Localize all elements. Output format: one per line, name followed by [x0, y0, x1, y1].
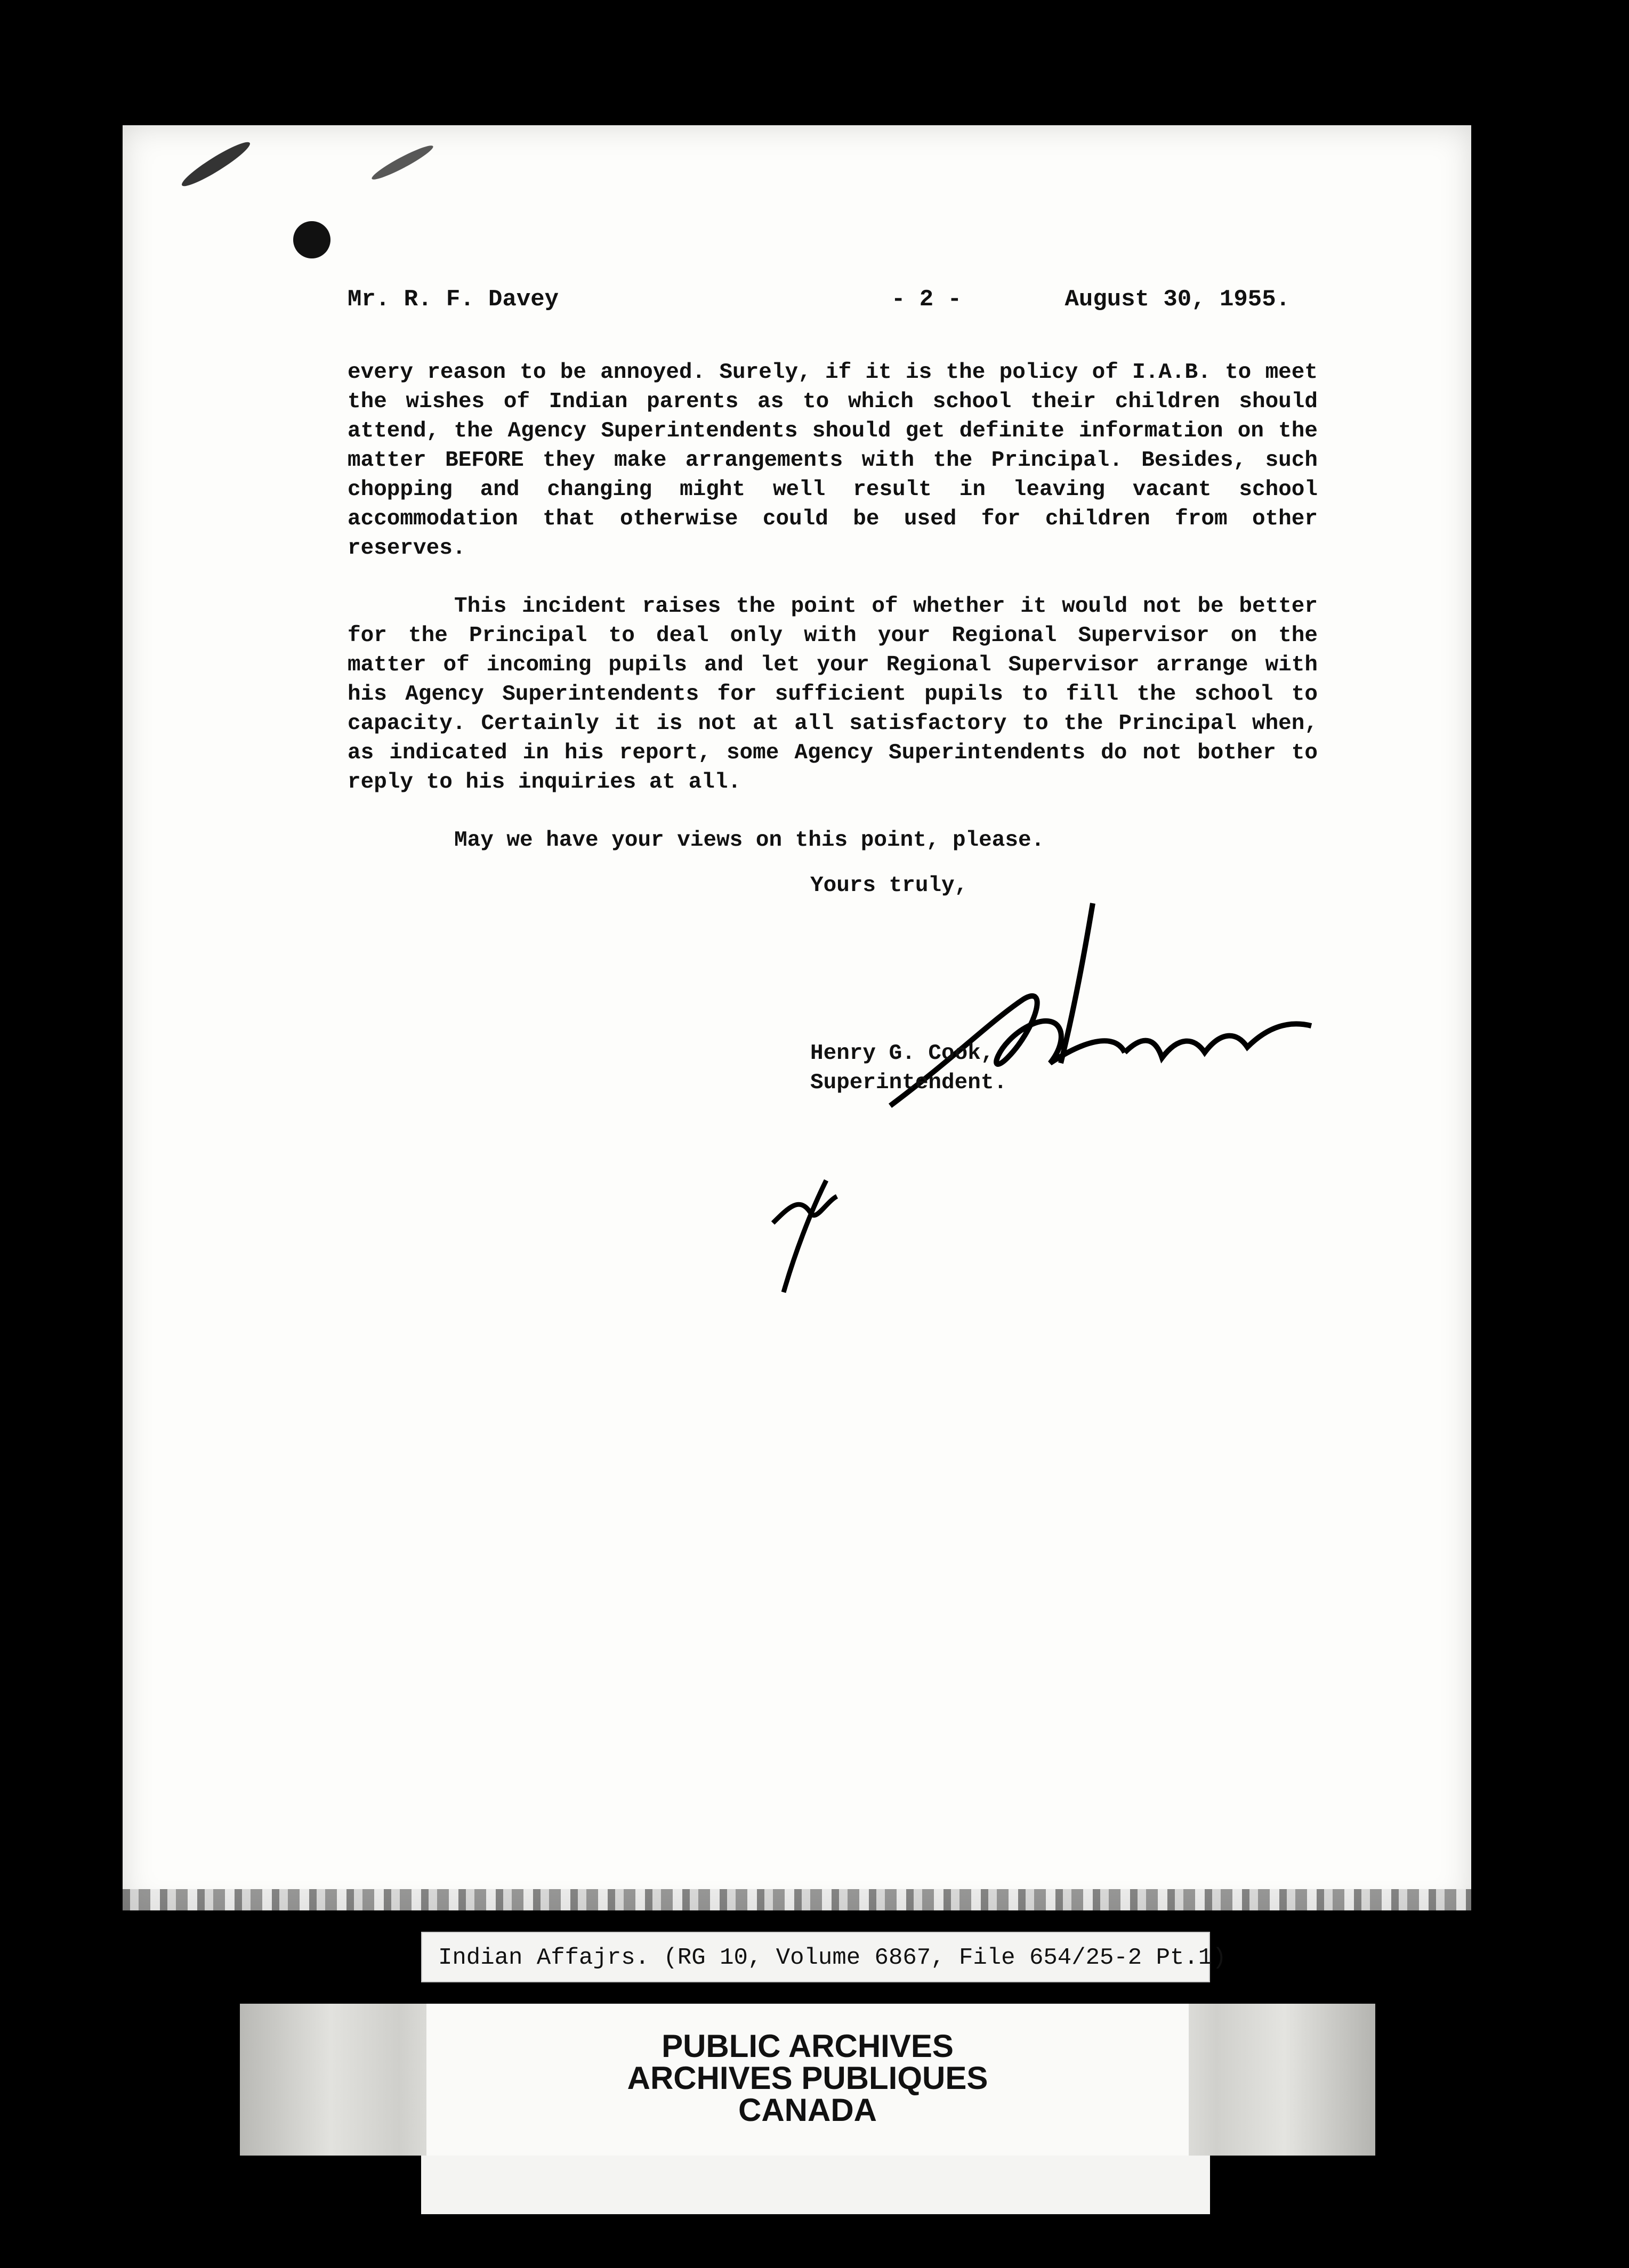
- archive-stamp-line: CANADA: [738, 2092, 877, 2128]
- archive-reference-label: [421, 1932, 1227, 1982]
- archive-stamp-band: [240, 2004, 1375, 2156]
- archive-stamp-line: PUBLIC ARCHIVES: [662, 2028, 954, 2064]
- archive-stamp-line: ARCHIVES PUBLIQUES: [627, 2060, 988, 2096]
- body-paragraph: This incident raises the point of whether it would not be better for the Principal to deal only with your Regional Supervisor on the matter of incoming pupils and let your Regional Supervisor arrange with his Agency Superintendents for sufficient pupils to fill the school to capacity. Certainly it is not at all satisfactory to the Principal when, as indicated in his report, some Agency Superintendents do not bother to reply to his inquiries at all.: [348, 594, 1318, 795]
- ink-streak: [369, 142, 436, 184]
- letter-page: [123, 125, 1471, 1910]
- signature-block: [810, 1039, 1007, 1098]
- page-number: - 2 -: [891, 286, 962, 313]
- ink-streak: [179, 137, 254, 191]
- letter-date: August 30, 1955.: [1065, 286, 1290, 313]
- body-paragraph: every reason to be annoyed. Surely, if it is the policy of I.A.B. to meet the wishes of Indian parents as to which school their children should attend, the Agency Superintendents should get definite information on the matter BEFORE they make arrangements with the Principal. Besides, such chopping and changing might well result in leaving vacant school accommodation that otherwise could be used for children from other reserves.: [348, 360, 1318, 561]
- letter-body: [348, 358, 1318, 884]
- ink-smudge: [293, 221, 330, 258]
- recipient-name: Mr. R. F. Davey: [348, 286, 559, 313]
- handwritten-signature: [752, 882, 1338, 1319]
- signer-title: Superintendent.: [810, 1071, 1007, 1095]
- signer-name: Henry G. Cook,: [810, 1041, 994, 1066]
- closing-salutation: Yours truly,: [810, 873, 968, 898]
- archive-stamp: [426, 2004, 1189, 2156]
- bottom-paper-strip: [421, 2156, 1210, 2214]
- archive-reference: Indian Affajrs. (RG 10, Volume 6867, File 654/25-2 Pt.1): [438, 1945, 1227, 1971]
- body-paragraph: May we have your views on this point, please.: [454, 828, 1045, 853]
- letter-header: [348, 286, 1290, 318]
